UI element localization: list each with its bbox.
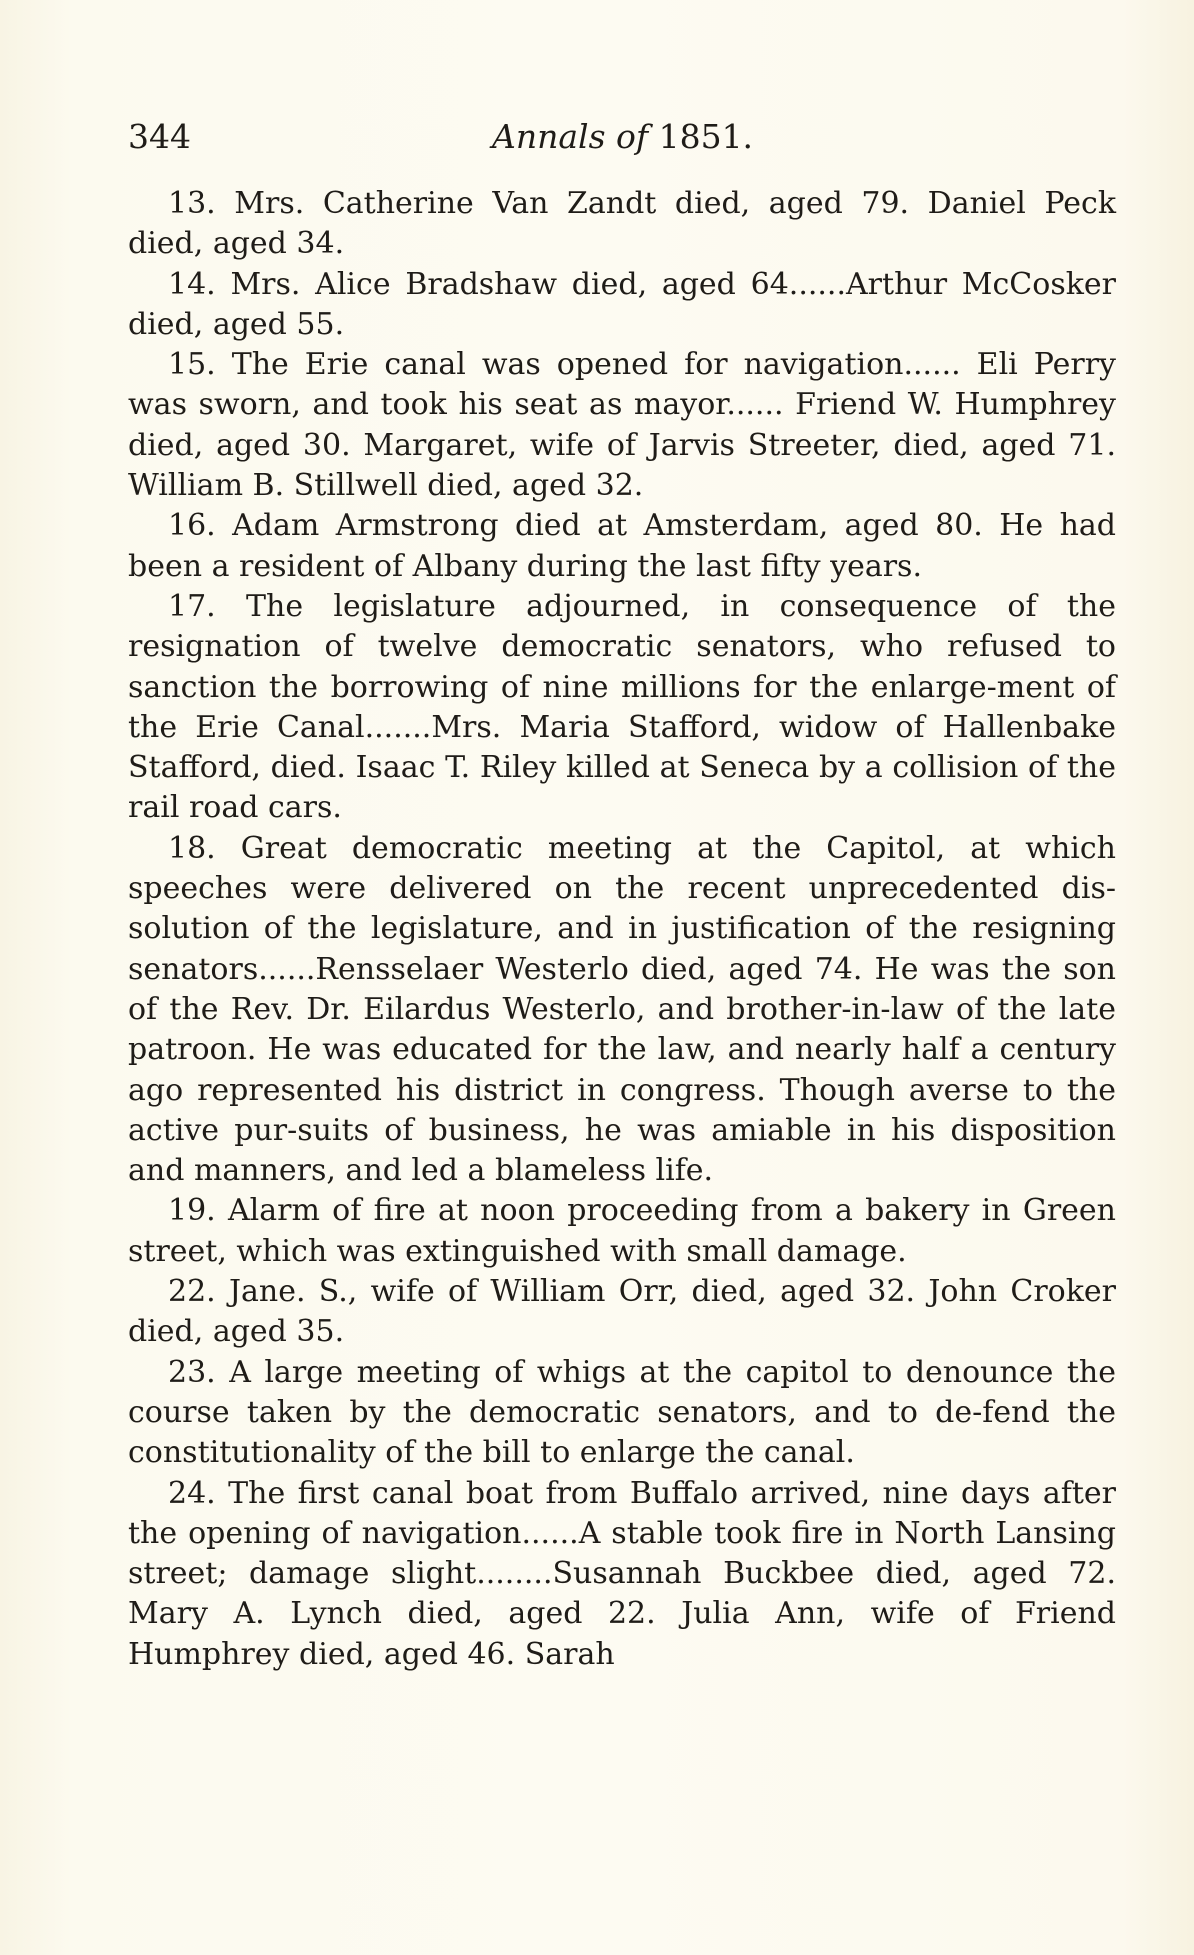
entry-22: 22. Jane. S., wife of William Orr, died, aged 32. John Croker died, aged 35. [128,1274,1116,1350]
page-body [128,184,1116,1675]
entry-16: 16. Adam Armstrong died at Amsterdam, aged 80. He had been a resident of Albany during the last fifty years. [128,508,1116,584]
entry-17: 17. The legislature adjourned, in consequence of the resignation of twelve democratic senators, who refused to sanction the borrowing of nine millions for the enlarge-ment of the Erie Canal.......Mrs. Maria Stafford, widow of Hallenbake Stafford, died. Isaac T. Riley killed at Seneca by a collision of the rail road cars. [128,588,1116,826]
entry-19: 19. Alarm of fire at noon proceeding from a bakery in Green street, which was extinguished with small damage. [128,1193,1116,1269]
running-head-year: 1851. [658,117,754,156]
entry-13: 13. Mrs. Catherine Van Zandt died, aged 79. Daniel Peck died, aged 34. [128,186,1116,262]
entry-14: 14. Mrs. Alice Bradshaw died, aged 64......Arthur McCosker died, aged 55. [128,266,1116,342]
entry-23: 23. A large meeting of whigs at the capitol to denounce the course taken by the democratic senators, and to de-fend the constitutionality of the bill to enlarge the canal. [128,1354,1116,1471]
entry-15: 15. The Erie canal was opened for navigation...... Eli Perry was sworn, and took his seat as mayor...... Friend W. Humphrey died, aged 30. Margaret, wife of Jarvis Streeter, died, aged 71. William B. Stillwell died, aged 32. [128,347,1116,504]
running-head [492,112,753,162]
running-head-title: Annals of [492,117,649,156]
page-header [128,112,1118,162]
entry-18: 18. Great democratic meeting at the Capitol, at which speeches were delivered on the recent unprecedented dis-solution of the legislature, and in justification of the resigning senators......Rensselaer Westerlo died, aged 74. He was the son of the Rev. Dr. Eilardus Westerlo, and brother-in-law of the late patroon. He was educated for the law, and nearly half a century ago represented his district in congress. Though averse to the active pur-suits of business, he was amiable in his disposition and manners, and led a blameless life. [128,830,1116,1189]
entry-24: 24. The first canal boat from Buffalo arrived, nine days after the opening of navigation......A stable took fire in North Lansing street; damage slight........Susannah Buckbee died, aged 72. Mary A. Lynch died, aged 22. Julia Ann, wife of Friend Humphrey died, aged 46. Sarah [128,1475,1116,1672]
page-number: 344 [128,117,191,156]
